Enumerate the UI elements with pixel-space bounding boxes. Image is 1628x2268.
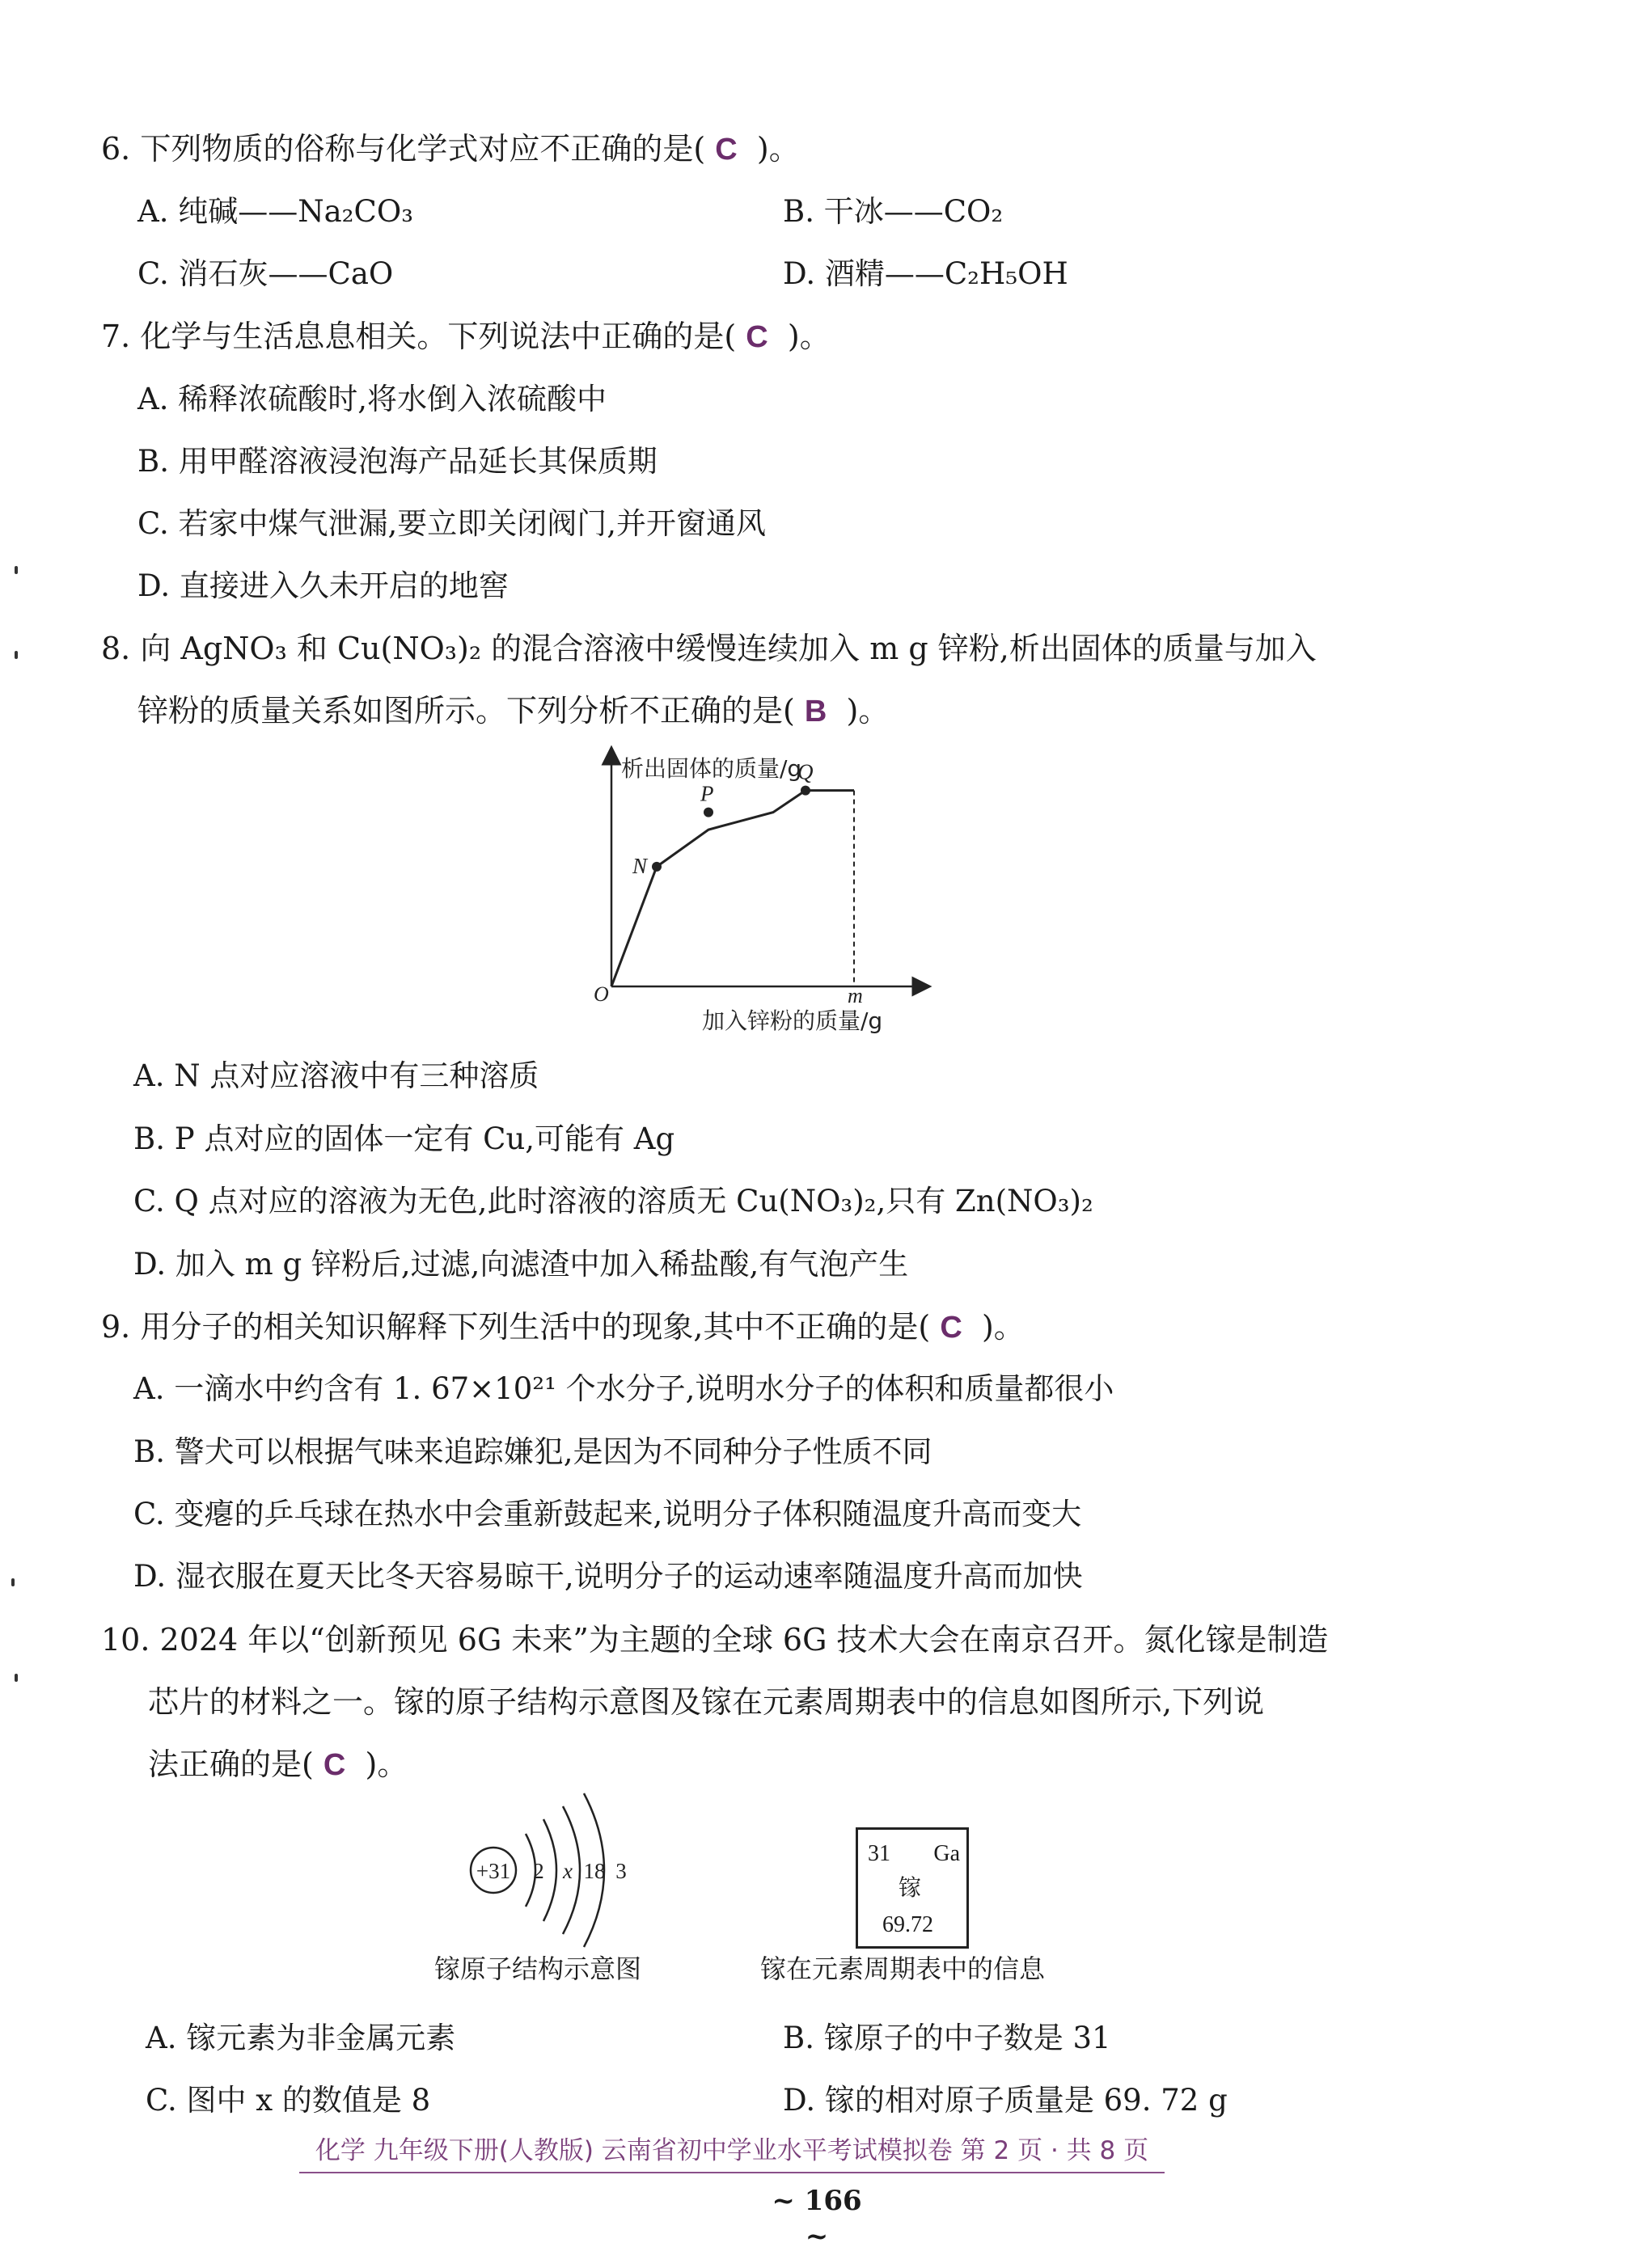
q10-stem-line1: 10. 2024 年以“创新预见 6G 未来”为主题的全球 6G 技术大会在南京召开。氮化镓是制造: [101, 1622, 1329, 1658]
q9-answer: C: [940, 1311, 962, 1345]
electron-shell-arc: [543, 1819, 556, 1921]
shell-count-2: x: [563, 1859, 573, 1883]
margin-mark: [11, 1578, 15, 1586]
margin-mark: [15, 651, 18, 659]
q10-option-b: B. 镓原子的中子数是 31: [783, 2021, 1111, 2055]
q6-stem-text: 6. 下列物质的俗称与化学式对应不正确的是(: [101, 131, 706, 167]
q8-stem-line1: 8. 向 AgNO₃ 和 Cu(NO₃)₂ 的混合溶液中缓慢连续加入 m g 锌粉,析出固体的质量与加入: [101, 631, 1317, 666]
q7-stem-text: 7. 化学与生活息息相关。下列说法中正确的是(: [101, 319, 737, 354]
q6-option-b: B. 干冰——CO₂: [783, 194, 1004, 229]
footer-banner: 化学 九年级下册(人教版) 云南省初中学业水平考试模拟卷 第 2 页 · 共 8 页: [299, 2135, 1165, 2173]
point-label-n: N: [632, 853, 648, 878]
q6-option-a: A. 纯碱——Na₂CO₃: [137, 194, 413, 229]
q8-answer: B: [804, 695, 827, 729]
element-symbol: Ga: [933, 1841, 960, 1866]
page-number: ~ 166 ~: [772, 2185, 862, 2253]
series-line: [611, 791, 854, 986]
q10-stem-line2: 芯片的材料之一。镓的原子结构示意图及镓在元素周期表中的信息如图所示,下列说: [148, 1684, 1265, 1720]
shell-count-3: 18: [583, 1859, 606, 1883]
q10-option-a: A. 镓元素为非金属元素: [146, 2021, 456, 2055]
y-axis-label: 析出固体的质量/g: [621, 755, 802, 782]
q8-option-d: D. 加入 m g 锌粉后,过滤,向滤渣中加入稀盐酸,有气泡产生: [133, 1247, 909, 1282]
point-n: [652, 862, 662, 872]
element-name: 镓: [899, 1874, 922, 1901]
q9-option-d: D. 湿衣服在夏天比冬天容易晾干,说明分子的运动速率随温度升高而加快: [133, 1559, 1083, 1594]
shell-count-1: 2: [533, 1859, 544, 1883]
nucleus-charge: +31: [476, 1859, 511, 1883]
margin-mark: [15, 1674, 18, 1682]
q7-option-c: C. 若家中煤气泄漏,要立即关闭阀门,并开窗通风: [137, 506, 767, 541]
q9-option-c: C. 变瘪的乒乓球在热水中会重新鼓起来,说明分子体积随温度升高而变大: [133, 1497, 1082, 1531]
q9-stem: [101, 1307, 1025, 1347]
q6-stem: [101, 129, 800, 169]
q7-option-b: B. 用甲醛溶液浸泡海产品延长其保质期: [137, 444, 658, 479]
margin-mark: [15, 566, 18, 574]
q9-stem-end: )。: [981, 1309, 1025, 1345]
q8-stem-end: )。: [846, 693, 890, 729]
q7-stem: [101, 317, 831, 357]
q8-stem-line2: [137, 691, 889, 731]
q10-stem-line3: [148, 1745, 408, 1784]
point-q: [801, 786, 810, 796]
q7-answer: C: [746, 320, 768, 354]
q7-option-a: A. 稀释浓硫酸时,将水倒入浓硫酸中: [137, 382, 607, 416]
atomic-mass: 69.72: [882, 1912, 933, 1937]
x-axis-label: 加入锌粉的质量/g: [702, 1007, 883, 1034]
q10-option-d: D. 镓的相对原子质量是 69. 72 g: [783, 2083, 1228, 2118]
periodic-table-cell: [856, 1827, 969, 1949]
q8-option-a: A. N 点对应溶液中有三种溶质: [133, 1058, 539, 1093]
q6-stem-end: )。: [756, 131, 800, 167]
q6-option-c: C. 消石灰——CaO: [137, 256, 394, 291]
point-p: [704, 808, 713, 817]
q8-option-b: B. P 点对应的固体一定有 Cu,可能有 Ag: [133, 1121, 675, 1156]
q9-option-a: A. 一滴水中约含有 1. 67×10²¹ 个水分子,说明水分子的体积和质量都很小: [133, 1371, 1114, 1406]
q10-stem-end: )。: [365, 1746, 408, 1782]
atomic-number: 31: [868, 1841, 890, 1866]
q10-option-c: C. 图中 x 的数值是 8: [146, 2083, 431, 2118]
q8-stem-text: 锌粉的质量关系如图所示。下列分析不正确的是(: [137, 693, 795, 729]
q7-option-d: D. 直接进入久未开启的地窖: [137, 568, 509, 603]
q8-option-c: C. Q 点对应的溶液为无色,此时溶液的溶质无 Cu(NO₃)₂,只有 Zn(NO₃)₂: [133, 1184, 1093, 1218]
shell-count-4: 3: [615, 1859, 627, 1883]
origin-label: O: [594, 982, 609, 1006]
q6-answer: C: [715, 133, 738, 167]
q9-stem-text: 9. 用分子的相关知识解释下列生活中的现象,其中不正确的是(: [101, 1309, 931, 1345]
q9-option-b: B. 警犬可以根据气味来追踪嫌犯,是因为不同种分子性质不同: [133, 1434, 932, 1469]
atom-diagram-caption: 镓原子结构示意图: [434, 1953, 642, 1984]
gallium-atom-diagram: [463, 1787, 649, 1957]
q7-stem-end: )。: [787, 319, 831, 354]
point-label-q: Q: [797, 759, 814, 784]
q10-answer: C: [323, 1748, 346, 1782]
q6-option-d: D. 酒精——C₂H₅OH: [783, 256, 1068, 291]
x-tick-label: m: [848, 984, 863, 1007]
q8-chart: [566, 744, 938, 1043]
q10-stem-text: 法正确的是(: [148, 1746, 314, 1782]
point-label-p: P: [700, 781, 714, 806]
element-cell-caption: 镓在元素周期表中的信息: [760, 1953, 1046, 1984]
